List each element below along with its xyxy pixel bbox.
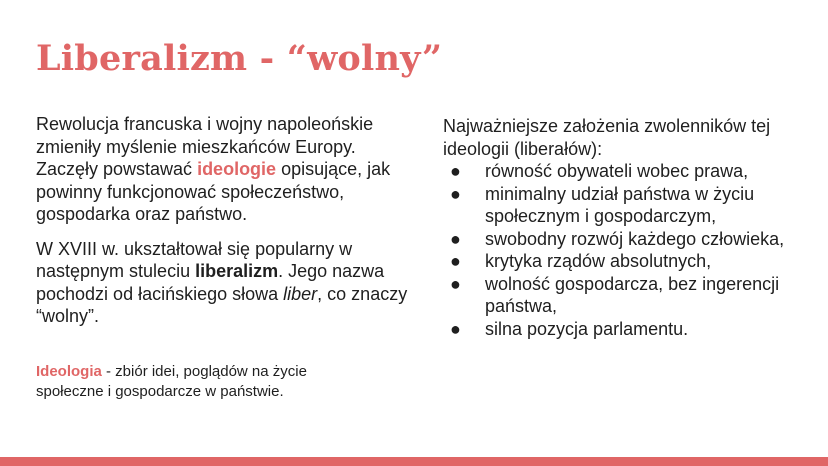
paragraph-revolution-text-1: Rewolucja francuska i wojny napoleońskie zmieniły myślenie mieszkańców Europy. Zaczęły powstawać: [36, 114, 374, 179]
list-item-text: krytyka rządów absolutnych,: [485, 251, 712, 271]
liberalizm-bold: liberalizm: [195, 261, 279, 281]
list-item: [443, 183, 793, 228]
paragraph-liberalism: [36, 238, 416, 328]
ideologie-highlight: ideologie: [197, 159, 277, 179]
list-item-text: równość obywateli wobec prawa,: [485, 161, 749, 181]
paragraph-liberalism-text-2: . Jego nazwa pochodzi od łacińskiego słowa: [36, 261, 385, 304]
list-item-text: swobodny rozwój każdego człowieka,: [485, 228, 785, 249]
bullet-icon: ●: [450, 228, 461, 249]
list-item: [443, 318, 793, 341]
bullet-icon: ●: [450, 251, 461, 271]
bullet-icon: ●: [450, 161, 461, 181]
list-item: [443, 250, 793, 273]
principles-list: [443, 160, 793, 340]
liber-italic: liber: [283, 283, 318, 304]
list-item-text: wolność gospodarcza, bez ingerencji państwa,: [485, 273, 780, 316]
bullet-icon: ●: [450, 273, 461, 294]
list-item-text: silna pozycja parlamentu.: [485, 318, 689, 339]
bullet-icon: ●: [450, 318, 461, 339]
paragraph-liberalism-text-1: W XVIII w. ukształtował się popularny w następnym stuleciu: [36, 238, 353, 281]
paragraph-revolution-text-2: opisujące, jak powinny funkcjonować społeczeństwo, gospodarka oraz państwo.: [36, 159, 391, 224]
bottom-accent-bar: [0, 457, 828, 466]
list-item: [443, 160, 793, 183]
definition-text: - zbiór idei, poglądów na życie społeczne i gospodarcze w państwie.: [36, 363, 307, 400]
right-column: [443, 115, 793, 340]
bullet-icon: ●: [450, 183, 461, 204]
slide-title: Liberalizm - “wolny”: [36, 38, 443, 79]
list-item: [443, 273, 793, 318]
definition-note: [36, 362, 356, 402]
definition-term: Ideologia: [36, 363, 102, 380]
list-item: [443, 228, 793, 251]
principles-intro: Najważniejsze założenia zwolenników tej ideologii (liberałów):: [443, 116, 771, 159]
paragraph-liberalism-text-3: , co znaczy “wolny”.: [36, 283, 408, 326]
left-column: [36, 113, 416, 340]
paragraph-revolution: [36, 113, 416, 226]
list-item-text: minimalny udział państwa w życiu społecznym i gospodarczym,: [485, 183, 755, 226]
